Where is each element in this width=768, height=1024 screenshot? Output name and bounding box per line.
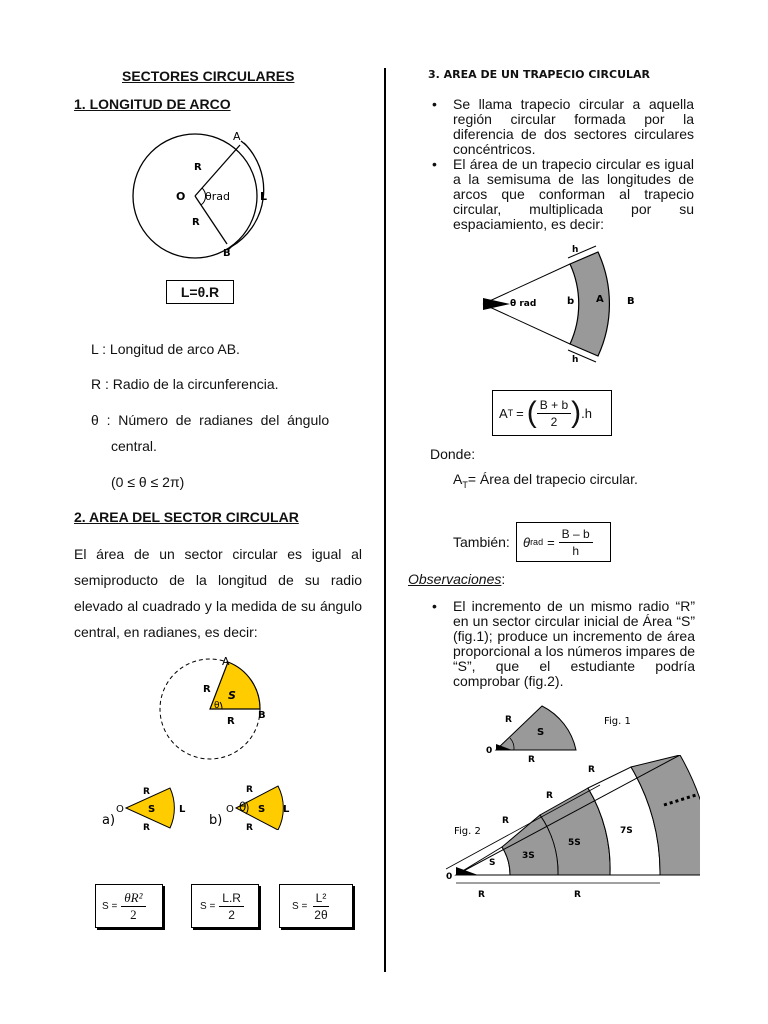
- formula-AT-paren-open: (: [526, 396, 537, 429]
- fig1-label-L: L: [260, 190, 268, 203]
- formula-theta-numerator: B – b: [559, 526, 593, 543]
- fig3-label-L-a: L: [179, 804, 186, 815]
- fig2-label-theta: θ: [214, 701, 220, 711]
- fig1-label-B: B: [223, 248, 231, 259]
- fig4-label-B: B: [627, 296, 635, 307]
- fig3-label-R-b: R: [246, 785, 253, 795]
- fig6-label-R-3: R: [588, 765, 595, 775]
- observations-heading: [408, 571, 505, 587]
- bullet-definition-text: Se llama trapecio circular a aquella región circular formada por la diferencia de dos sectores circulares concéntricos.: [453, 96, 694, 157]
- fig6-label-O: 0: [446, 872, 453, 882]
- fig1-label-A: A: [233, 130, 241, 143]
- formula-3-lhs: S =: [292, 900, 308, 912]
- formula-1-denominator: 2: [130, 906, 137, 922]
- definition-AT-rest: = Área del trapecio circular.: [467, 471, 638, 487]
- fig3-label-O1: O: [116, 804, 124, 815]
- fig1-label-theta: θrad: [205, 190, 230, 203]
- fig3-label-a: a): [102, 813, 116, 828]
- fig4-label-theta: θ rad: [510, 299, 537, 309]
- fig2-label-S: S: [228, 689, 236, 702]
- definition-AT-sub: T: [462, 479, 468, 490]
- fig3-label-R-b2: R: [246, 823, 253, 830]
- fig2-label-R-top: R: [203, 684, 211, 695]
- donde-label: Donde:: [430, 446, 476, 462]
- definition-AT-lhs: A: [453, 471, 463, 487]
- fig6-label-R-1: R: [502, 816, 509, 826]
- formula-AT-denominator: 2: [550, 414, 558, 429]
- fig3-label-R-a: R: [143, 787, 150, 797]
- formula-theta-denominator: h: [572, 543, 580, 558]
- fig5-label-S: S: [537, 727, 545, 738]
- fig6-caption: Fig. 2: [454, 826, 481, 837]
- section-3-bullets: [430, 97, 694, 232]
- observation-text: El incremento de un mismo radio “R” en un sector circular inicial de Área “S” (fig.1); produce un incremento de área proporcional a los números impares de “S”, que el estudiante podría comprobar (fig.2).: [453, 598, 696, 689]
- formula-box-2: [191, 884, 259, 928]
- fig6-label-R-5: R: [574, 890, 581, 900]
- observations-title: Observaciones: [408, 571, 502, 587]
- fig6-label-S: S: [489, 858, 496, 868]
- formula-box-1: [95, 884, 163, 928]
- bullet-area: [430, 157, 694, 232]
- formula-2-lhs: S =: [200, 900, 216, 912]
- formula-1-lhs: S =: [102, 900, 118, 912]
- fig1-label-R-bottom: R: [192, 217, 200, 228]
- fig5-label-R-top: R: [505, 715, 512, 725]
- section-2-heading: 2. AREA DEL SECTOR CIRCULAR: [74, 509, 299, 525]
- fig3-label-L-b: L: [283, 804, 290, 815]
- fig2-label-B: B: [258, 710, 266, 721]
- observation-item: [430, 599, 695, 689]
- fig6-label-7S: 7S: [620, 826, 633, 836]
- formula-theta-sub: rad: [530, 537, 544, 547]
- fig6-label-3S: 3S: [522, 851, 535, 861]
- formula-AT-numerator: B + b: [537, 397, 571, 414]
- definition-theta: θ : Número de radianes del ángulo: [91, 412, 330, 428]
- observations-colon: :: [501, 571, 506, 587]
- fig6-label-R-2: R: [546, 791, 553, 801]
- fig4-label-h-bottom: h: [572, 355, 579, 365]
- fig5-label-R-bottom: R: [528, 755, 535, 765]
- tambien-label: También:: [453, 534, 510, 550]
- formula-2-denominator: 2: [228, 907, 235, 922]
- trapezoid-figure: [480, 240, 645, 365]
- fig2-concentric-bands: [440, 755, 700, 900]
- sector-area-figure: [155, 652, 275, 764]
- section-3-heading: 3. AREA DE UN TRAPECIO CIRCULAR: [428, 68, 650, 81]
- theta-rad-formula: [516, 522, 611, 562]
- formula-AT-tail: .h: [581, 405, 592, 421]
- section-1-heading: 1. LONGITUD DE ARCO: [74, 96, 231, 112]
- sector-variants-figure: [100, 780, 300, 830]
- formula-3-numerator: L²: [313, 890, 330, 907]
- formula-AT-eq: =: [516, 405, 524, 421]
- fig4-label-b: b: [567, 296, 575, 307]
- fig5-caption: Fig. 1: [604, 716, 631, 727]
- definition-L: L : Longitud de arco AB.: [91, 341, 240, 357]
- fig3-label-theta: θ: [239, 800, 247, 814]
- fig5-label-O: 0: [486, 746, 493, 756]
- fig4-label-A: A: [596, 294, 604, 305]
- fig3-label-O2: O: [226, 804, 234, 815]
- formula-theta-lhs: θ: [523, 534, 531, 550]
- bullet-definition: [430, 97, 694, 157]
- formula-AT-lhs: A: [499, 405, 508, 421]
- formula-2-numerator: L.R: [219, 890, 244, 907]
- fig3-label-S-a: S: [148, 804, 156, 815]
- bullet-area-text: El área de un trapecio circular es igual a la semisuma de las longitudes de arcos que conforman al trapecio circular, multiplicada por su espaciamiento, es decir:: [453, 156, 694, 232]
- page-title: SECTORES CIRCULARES: [122, 68, 295, 84]
- arc-length-formula: L=θ.R: [166, 280, 234, 304]
- definition-theta-cont: central.: [111, 438, 157, 454]
- fig4-label-h-top: h: [572, 245, 579, 255]
- arc-length-figure: [125, 128, 275, 263]
- fig1-label-R-top: R: [194, 162, 202, 173]
- fig1-label-O: O: [176, 190, 186, 203]
- section-2-paragraph: El área de un sector circular es igual al semiproducto de la longitud de su radio elevado al cuadrado y la medida de su ángulo central, en radianes, es decir:: [74, 546, 362, 640]
- formula-AT-paren-close: ): [571, 396, 582, 429]
- observations-bullets: [430, 599, 695, 689]
- fig2-label-A: A: [222, 655, 230, 668]
- fig6-label-R-4: R: [478, 890, 485, 900]
- formula-theta-eq: =: [547, 534, 555, 550]
- formula-box-3: [279, 884, 353, 928]
- trapezoid-area-formula: [492, 390, 612, 436]
- definition-AT: [453, 471, 638, 490]
- fig2-label-R-bottom: R: [227, 716, 235, 727]
- fig3-label-S-b: S: [258, 804, 266, 815]
- fig6-label-5S: 5S: [568, 838, 581, 848]
- fig3-label-R-a2: R: [143, 823, 150, 830]
- fig3-label-b: b): [209, 813, 223, 828]
- column-divider: [384, 68, 386, 972]
- formula-1-numerator: θR²: [121, 890, 145, 907]
- formula-AT-sub: T: [507, 408, 514, 418]
- theta-range: (0 ≤ θ ≤ 2π): [111, 474, 185, 490]
- formula-3-denominator: 2θ: [314, 907, 328, 922]
- definition-R: R : Radio de la circunferencia.: [91, 376, 279, 392]
